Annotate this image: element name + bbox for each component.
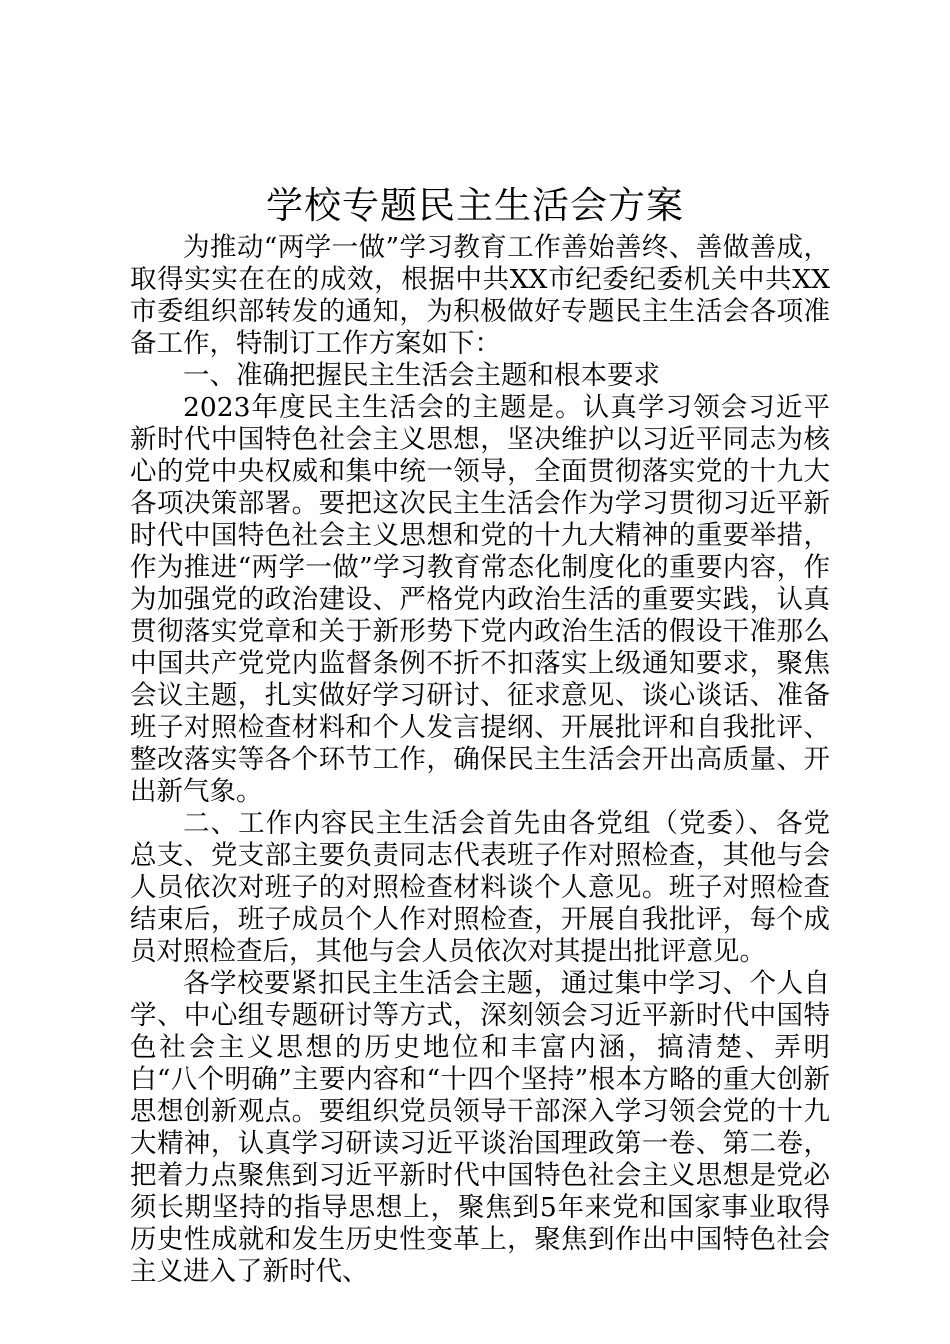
paragraph-work-content: 二、工作内容民主生活会首先由各党组（党委）、各党总支、党支部主要负责同志代表班子作对照检查，其他与会人员依次对班子的对照检查材料谈个人意见。班子对照检查结束后，班子成员个人作对照检查，开展自我批评，每个成员对照检查后，其他与会人员依次对其提出批评意见。 — [130, 808, 830, 967]
section-heading-1: 一、准确把握民主生活会主题和根本要求 — [183, 360, 660, 391]
paragraph-intro: 为推动“两学一做”学习教育工作善始善终、善做善成，取得实实在在的成效，根据中共XX市纪委纪委机关中共XX市委组织部转发的通知，为积极做好专题民主生活会各项准备工作，特制订工作方案如下： — [130, 232, 830, 359]
paragraph-study: 各学校要紧扣民主生活会主题，通过集中学习、个人自学、中心组专题研讨等方式，深刻领会习近平新时代中国特色社会主义思想的历史地位和丰富内涵，搞清楚、弄明白“八个明确”主要内容和“十四个坚持”根本方略的重大创新思想创新观点。要组织党员领导干部深入学习领会党的十九大精神，认真学习研读习近平谈治国理政第一卷、第二卷，把着力点聚焦到习近平新时代中国特色社会主义思想是党必须长期坚持的指导思想上，聚焦到5年来党和国家事业取得历史性成就和发生历史性变革上，聚焦到作出中国特色社会主义进入了新时代、 — [130, 968, 830, 1287]
document-body — [130, 232, 830, 1288]
document-title: 学校专题民主生活会方案 — [266, 184, 684, 227]
paragraph-theme: 2023年度民主生活会的主题是。认真学习领会习近平新时代中国特色社会主义思想，坚决维护以习近平同志为核心的党中央权威和集中统一领导，全面贯彻落实党的十九大各项决策部署。要把这次民主生活会作为学习贯彻习近平新时代中国特色社会主义思想和党的十九大精神的重要举措，作为推进“两学一做”学习教育常态化制度化的重要内容，作为加强党的政治建设、严格党内政治生活的重要实践，认真贯彻落实党章和关于新形势下党内政治生活的假设干准那么中国共产党党内监督条例不折不扣落实上级通知要求，聚焦会议主题，扎实做好学习研讨、征求意见、谈心谈话、准备班子对照检查材料和个人发言提纲、开展批评和自我批评、整改落实等各个环节工作，确保民主生活会开出高质量、开出新气象。 — [130, 392, 830, 807]
